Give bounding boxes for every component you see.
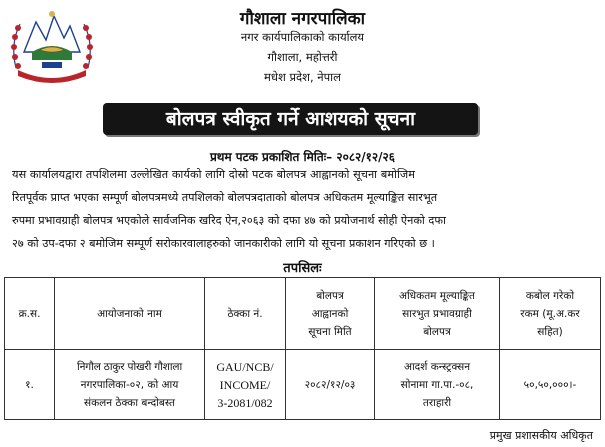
cell-project-name: निगौल ठाकुर पोखरी गौशाला नगरपालिका-०२, को आय संकलन ठेक्का बन्दोबस्त [55, 350, 205, 420]
header-notice-date: बोलपत्र आह्वानको सूचना मिति [286, 278, 375, 350]
cell-bidder: आदर्श कन्स्ट्रक्सन सोनामा गा.पा.-०८, तराहारी [375, 350, 500, 420]
header-serial: क्र.स. [5, 278, 55, 350]
office-province: मधेश प्रदेश, नेपाल [264, 70, 341, 84]
notice-body-line: रितपूर्वक प्राप्त भएका सम्पूर्ण बोलपत्रमध्ये तपशिलको बोलपत्रदाताको बोलपत्र अधिकतम मूल्याङ्कित सारभूत [12, 191, 438, 204]
table-header-row [5, 278, 601, 350]
header-contract-no: ठेक्का नं. [205, 278, 286, 350]
notice-body-line: रुपमा प्रभावग्राही बोलपत्र भएकोले सार्वजनिक खरिद ऐन,२०६३ को दफा ४७ को प्रयोजनार्थ सोही ऐनको दफा [12, 214, 446, 227]
notice-body-line: २७ को उप-दफा २ बमोजिम सम्पूर्ण सरोकारवालाहरुको जानकारीको लागि यो सूचना प्रकाशन गरिएको छ । [12, 237, 435, 250]
notice-title-banner: बोलपत्र स्वीकृत गर्ने आशयको सूचना [103, 103, 478, 135]
cell-contract-no: GAU/NCB/ INCOME/ 3-2081/082 [205, 350, 286, 420]
header-bidder: अधिकतम मूल्याङ्कित सारभुत प्रभावग्राही बोलपत्र [375, 278, 500, 350]
cell-amount: ५०,५०,०००।- [500, 350, 601, 420]
details-table [4, 277, 601, 420]
table-row [5, 350, 601, 420]
office-address: गौशाला, महोत्तरी [267, 50, 338, 64]
header-project-name: आयोजनाको नाम [55, 278, 205, 350]
publish-date: प्रथम पटक प्रकाशित मितिः– २०८२/१२/२६ [209, 150, 396, 164]
header-amount: कबोल गरेको रकम (मू.अ.कर सहित) [500, 278, 601, 350]
office-name: गौशाला नगरपालिका [239, 9, 366, 29]
details-heading: तपसिलः [283, 261, 322, 276]
signature-title: प्रमुख प्रशासकीय अधिकृत [489, 429, 593, 442]
office-subtitle: नगर कार्यपालिकाको कार्यालय [240, 30, 365, 44]
cell-notice-date: २०८२/१२/०३ [286, 350, 375, 420]
notice-body-line: यस कार्यालयद्वारा तपशिलमा उल्लेखित कार्यको लागि दोस्रो पटक बोलपत्र आह्वानको सूचना बमोजिम [12, 168, 416, 181]
cell-serial: १. [5, 350, 55, 420]
